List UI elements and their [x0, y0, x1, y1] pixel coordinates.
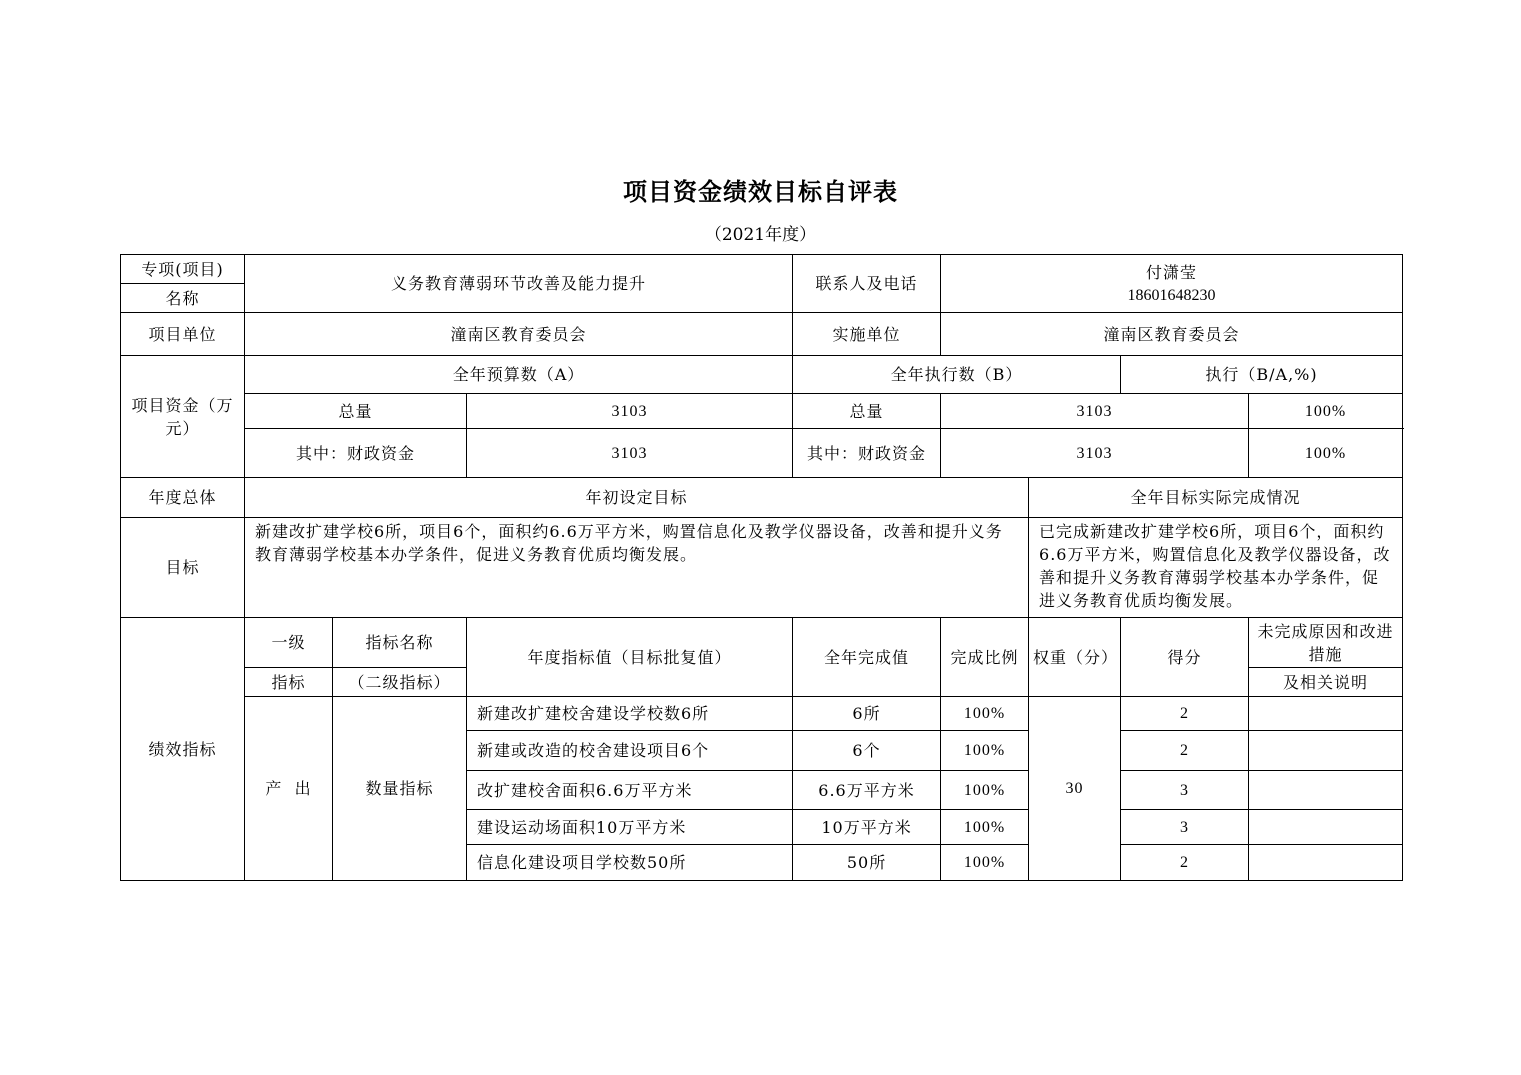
page-subtitle: （2021年度） [704, 225, 817, 245]
indicator-score: 3 [1121, 810, 1249, 845]
self-evaluation-table [120, 254, 1403, 881]
indicator-score: 2 [1121, 845, 1249, 881]
col-level1: 一级 [245, 618, 333, 668]
page-title: 项目资金绩效目标自评表 [623, 178, 898, 206]
indicators-label: 绩效指标 [121, 618, 245, 881]
initial-goal-header: 年初设定目标 [245, 478, 1029, 518]
col-name-b: （二级指标） [333, 668, 467, 697]
contact-label: 联系人及电话 [793, 255, 941, 313]
budget-header: 全年预算数（A） [245, 356, 793, 394]
indicator-target: 新建或改造的校舍建设项目6个 [467, 731, 793, 771]
indicator-ratio: 100% [941, 845, 1029, 881]
indicator-reason [1249, 771, 1403, 810]
funds-row-label-a: 总量 [245, 394, 467, 429]
col-score: 得分 [1121, 618, 1249, 697]
target-label: 目标 [121, 518, 245, 618]
col-reason-b: 及相关说明 [1249, 668, 1403, 697]
contact-name: 付潇莹 [1146, 262, 1198, 282]
project-name-value: 义务教育薄弱环节改善及能力提升 [245, 255, 793, 313]
col-weight: 权重（分） [1029, 618, 1121, 697]
impl-value: 潼南区教育委员会 [941, 313, 1403, 356]
indicator-actual: 6.6万平方米 [793, 771, 941, 810]
funds-row-label-b: 总量 [793, 394, 941, 429]
funds-row-value-a: 3103 [467, 429, 793, 478]
project-name-label: 专项(项目) [121, 255, 245, 284]
unit-label: 项目单位 [121, 313, 245, 356]
impl-label: 实施单位 [793, 313, 941, 356]
funds-row-label-a: 其中：财政资金 [245, 429, 467, 478]
indicator-ratio: 100% [941, 810, 1029, 845]
indicator-actual: 10万平方米 [793, 810, 941, 845]
indicator-ratio: 100% [941, 771, 1029, 810]
actual-goal-header: 全年目标实际完成情况 [1029, 478, 1403, 518]
actual-goal-text: 已完成新建改扩建学校6所，项目6个，面积约6.6万平方米，购置信息化及教学仪器设备，改善和提升义务教育薄弱学校基本办学条件，促进义务教育优质均衡发展。 [1029, 518, 1403, 618]
funds-row-value-b: 3103 [941, 429, 1249, 478]
col-ratio: 完成比例 [941, 618, 1029, 697]
funds-row-rate: 100% [1249, 429, 1403, 478]
col-actual: 全年完成值 [793, 618, 941, 697]
col-level1-b: 指标 [245, 668, 333, 697]
project-name-label-2: 名称 [121, 284, 245, 313]
rate-header: 执行（B/A,%) [1121, 356, 1403, 394]
indicator-reason [1249, 810, 1403, 845]
indicator-score: 2 [1121, 697, 1249, 731]
exec-header: 全年执行数（B） [793, 356, 1121, 394]
indicator-target: 改扩建校舍面积6.6万平方米 [467, 771, 793, 810]
indicator-weight: 30 [1029, 697, 1121, 881]
indicator-score: 2 [1121, 731, 1249, 771]
indicator-actual: 6所 [793, 697, 941, 731]
overall-label: 年度总体 [121, 478, 245, 518]
indicator-ratio: 100% [941, 731, 1029, 771]
indicator-target: 信息化建设项目学校数50所 [467, 845, 793, 881]
funds-row-rate: 100% [1249, 394, 1403, 429]
indicator-score: 3 [1121, 771, 1249, 810]
indicator-ratio: 100% [941, 697, 1029, 731]
initial-goal-text: 新建改扩建学校6所，项目6个，面积约6.6万平方米，购置信息化及教学仪器设备，改善和提升义务教育薄弱学校基本办学条件，促进义务教育优质均衡发展。 [245, 518, 1029, 618]
funds-row-value-a: 3103 [467, 394, 793, 429]
indicator-actual: 6个 [793, 731, 941, 771]
indicator-actual: 50所 [793, 845, 941, 881]
funds-row-value-b: 3103 [941, 394, 1249, 429]
unit-value: 潼南区教育委员会 [245, 313, 793, 356]
contact-value [941, 255, 1403, 313]
funds-row-label-b: 其中：财政资金 [793, 429, 941, 478]
indicator-target: 新建改扩建校舍建设学校数6所 [467, 697, 793, 731]
level2-value: 数量指标 [333, 697, 467, 881]
indicator-target: 建设运动场面积10万平方米 [467, 810, 793, 845]
indicator-reason [1249, 697, 1403, 731]
col-reason: 未完成原因和改进措施 [1249, 618, 1403, 668]
indicator-reason [1249, 731, 1403, 771]
col-name: 指标名称 [333, 618, 467, 668]
indicator-reason [1249, 845, 1403, 881]
contact-phone: 18601648230 [1127, 286, 1216, 304]
funds-label: 项目资金（万元） [121, 356, 245, 478]
level1-value: 产 出 [245, 697, 333, 881]
col-target: 年度指标值（目标批复值） [467, 618, 793, 697]
